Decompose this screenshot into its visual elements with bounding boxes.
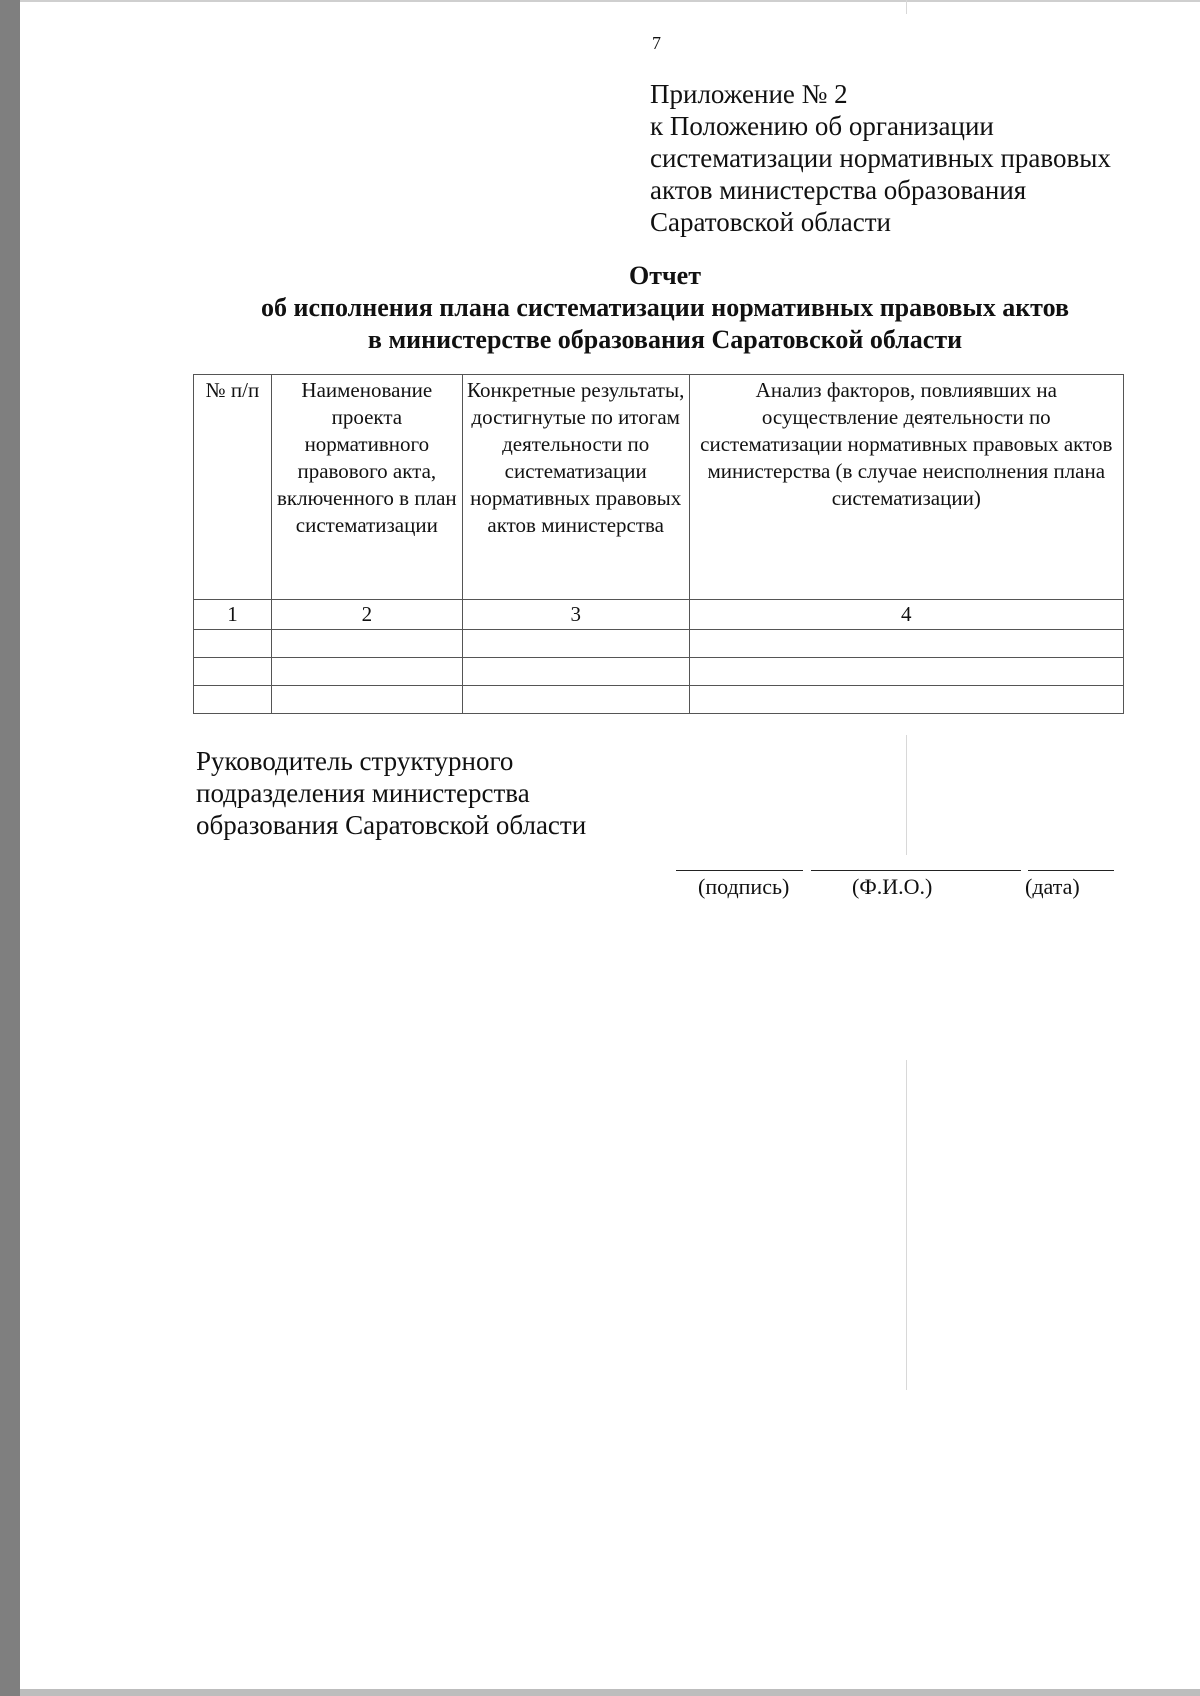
table-cell <box>689 686 1123 714</box>
date-caption: (дата) <box>1025 874 1080 899</box>
column-number: 3 <box>462 600 689 630</box>
table-cell <box>194 630 272 658</box>
table-cell <box>689 658 1123 686</box>
table-row <box>194 658 1124 686</box>
table-cell <box>194 686 272 714</box>
signatory-line: подразделения министерства <box>196 778 530 808</box>
table-cell <box>462 686 689 714</box>
table-cell <box>271 630 462 658</box>
page-number: 7 <box>652 33 661 53</box>
table-cell <box>689 630 1123 658</box>
column-number: 2 <box>271 600 462 630</box>
report-table <box>193 374 1124 714</box>
column-header-analysis: Анализ факторов, повлиявших на осуществление деятельности по систематизации нормативных правовых актов министерства (в случае неисполнения плана систематизации) <box>689 375 1123 600</box>
table-row <box>194 630 1124 658</box>
table-cell <box>462 630 689 658</box>
column-number: 1 <box>194 600 272 630</box>
appendix-line: систематизации нормативных правовых <box>650 143 1111 173</box>
scan-fold-mark <box>906 1060 907 1390</box>
name-line <box>811 870 1021 871</box>
scan-top-edge <box>20 0 1200 2</box>
title-line: Отчет <box>629 261 701 290</box>
signatory-line: образования Саратовской области <box>196 810 587 840</box>
signature-caption: (подпись) <box>698 874 790 899</box>
name-caption: (Ф.И.О.) <box>852 874 933 899</box>
table-cell <box>271 686 462 714</box>
appendix-line: актов министерства образования <box>650 175 1027 205</box>
document-page <box>20 0 1200 1696</box>
title-line: в министерстве образования Саратовской области <box>367 325 963 354</box>
title-line: об исполнения плана систематизации нормативных правовых актов <box>261 293 1069 322</box>
column-number-row <box>194 600 1124 630</box>
appendix-line: Приложение № 2 <box>650 79 848 109</box>
column-header-number: № п/п <box>194 375 272 600</box>
table-header-row <box>194 375 1124 600</box>
report-title <box>195 260 1135 356</box>
signatory-line: Руководитель структурного <box>196 746 514 776</box>
column-header-act-name: Наименование проекта нормативного правового акта, включенного в план систематизации <box>271 375 462 600</box>
scan-fold-mark <box>906 0 907 14</box>
scan-bottom-edge <box>20 1689 1200 1696</box>
signature-block <box>196 745 586 841</box>
signature-line <box>676 870 803 871</box>
scan-fold-mark <box>906 735 907 855</box>
scan-left-margin <box>0 0 20 1696</box>
appendix-header <box>650 78 1111 238</box>
appendix-line: к Положению об организации <box>650 111 994 141</box>
table-cell <box>462 658 689 686</box>
table-cell <box>271 658 462 686</box>
column-number: 4 <box>689 600 1123 630</box>
column-header-results: Конкретные результаты, достигнутые по итогам деятельности по систематизации нормативных правовых актов министерства <box>462 375 689 600</box>
date-line <box>1028 870 1114 871</box>
appendix-line: Саратовской области <box>650 207 891 237</box>
table-row <box>194 686 1124 714</box>
table-cell <box>194 658 272 686</box>
